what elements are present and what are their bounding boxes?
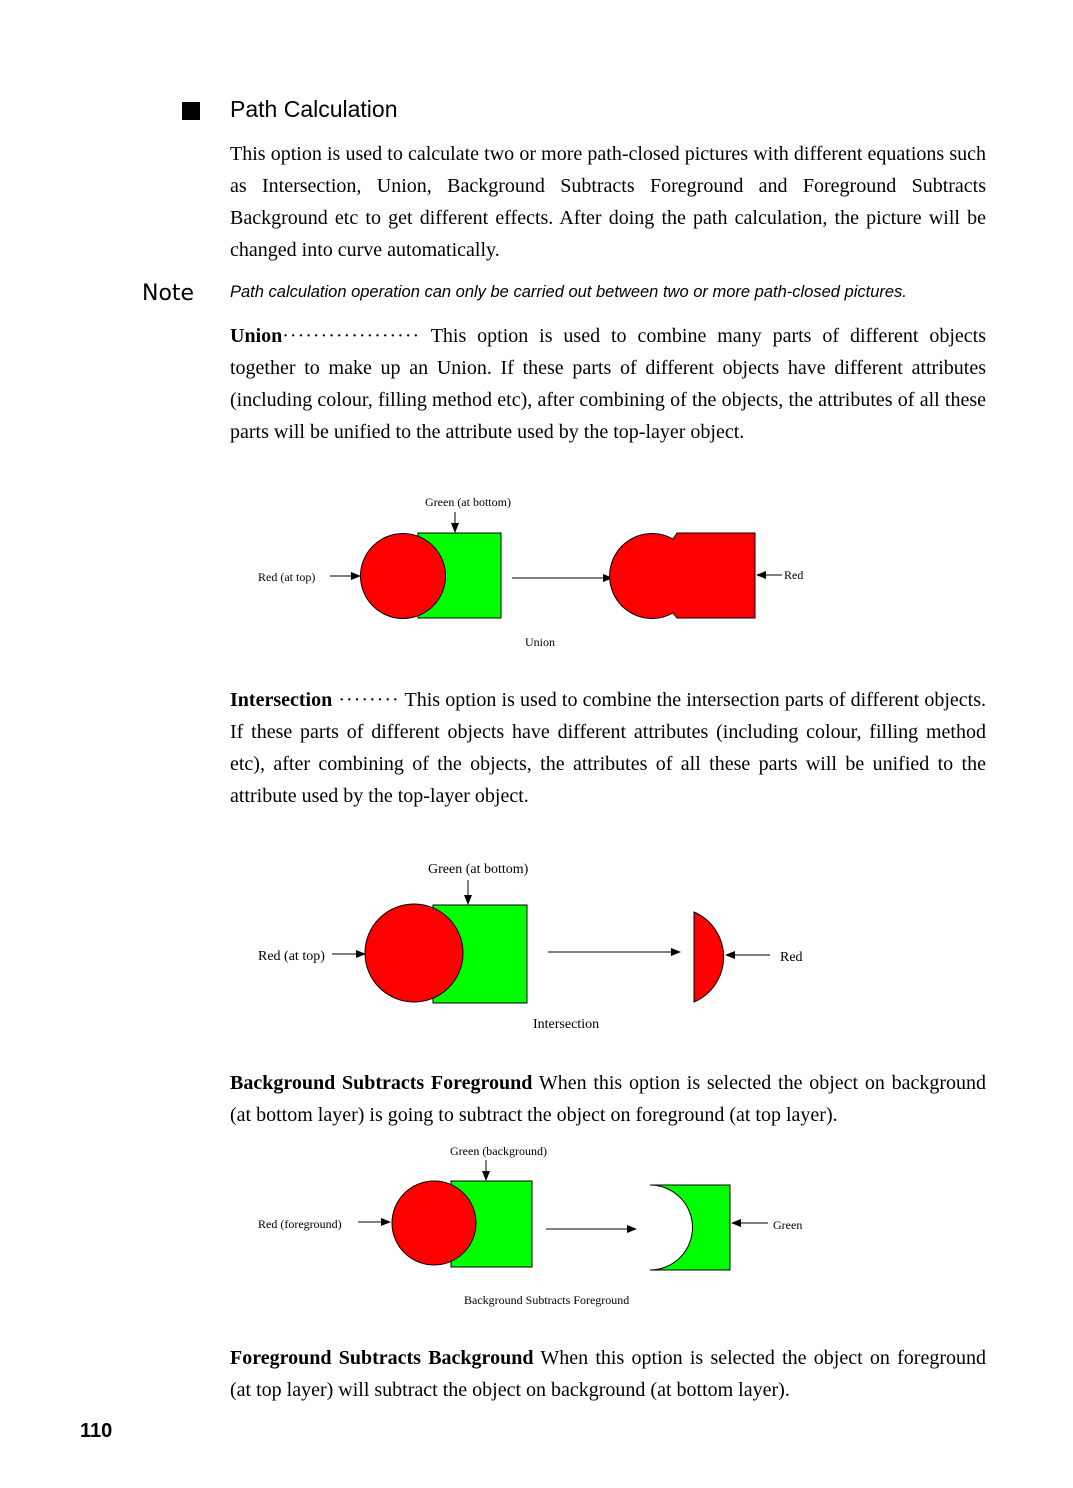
page-number: 110 [80,1420,113,1442]
bsf-red-circle [392,1181,476,1265]
bsf-top-label: Green (background) [450,1144,547,1158]
fsb-paragraph [230,1342,986,1406]
union-left-label: Red (at top) [258,570,316,584]
bsf-result-shape [650,1185,730,1270]
section-title: Path Calculation [230,96,398,122]
union-leader-dots: ·················· [282,325,421,347]
note-text: Path calculation operation can only be carried out between two or more path-closed pictures. [230,283,907,301]
intersection-leader-dots: ········ [332,689,400,711]
note-label: Note [142,281,195,306]
union-top-label: Green (at bottom) [425,495,511,509]
fsb-term: Foreground Subtracts Background [230,1347,534,1369]
union-term: Union [230,325,283,347]
bsf-term: Background Subtracts Foreground [230,1072,533,1094]
bsf-right-label: Green [773,1218,803,1232]
union-right-label: Red [784,568,804,582]
union-text: This option is used to combine many parts of different objects together to make up an Union. If these parts of different objects have different attributes (including colour, filling method etc), after combining of the objects, the attributes of all these parts will be unified to the attribute used by the top-layer object. [230,325,986,443]
intersection-right-label: Red [780,950,803,965]
fsb-text: When this option is selected the object on foreground (at top layer) will subtract the object on background (at bottom layer). [230,1347,986,1401]
bsf-left-label: Red (foreground) [258,1217,342,1231]
intersection-text: This option is used to combine the intersection parts of different objects. If these parts of different objects have different attributes (including colour, filling method etc), after combining of the objects, the attributes of all these parts will be unified to the attribute used by the top-layer object. [230,689,987,807]
bsf-caption: Background Subtracts Foreground [464,1293,630,1307]
intersection-left-label: Red (at top) [258,949,325,964]
bsf-text: When this option is selected the object on background (at bottom layer) is going to subtract the object on foreground (at top layer). [230,1072,986,1126]
intersection-caption: Intersection [533,1017,600,1032]
intersection-top-label: Green (at bottom) [428,862,529,877]
union-caption: Union [525,635,555,649]
intersection-term: Intersection [230,689,333,711]
intro-paragraph: This option is used to calculate two or more path-closed pictures with different equations such as Intersection, Union, Background Subtracts Foreground and Foreground Subtracts Background etc to get different effects. After doing the path calculation, the picture will be changed into curve automatically. [230,143,986,261]
